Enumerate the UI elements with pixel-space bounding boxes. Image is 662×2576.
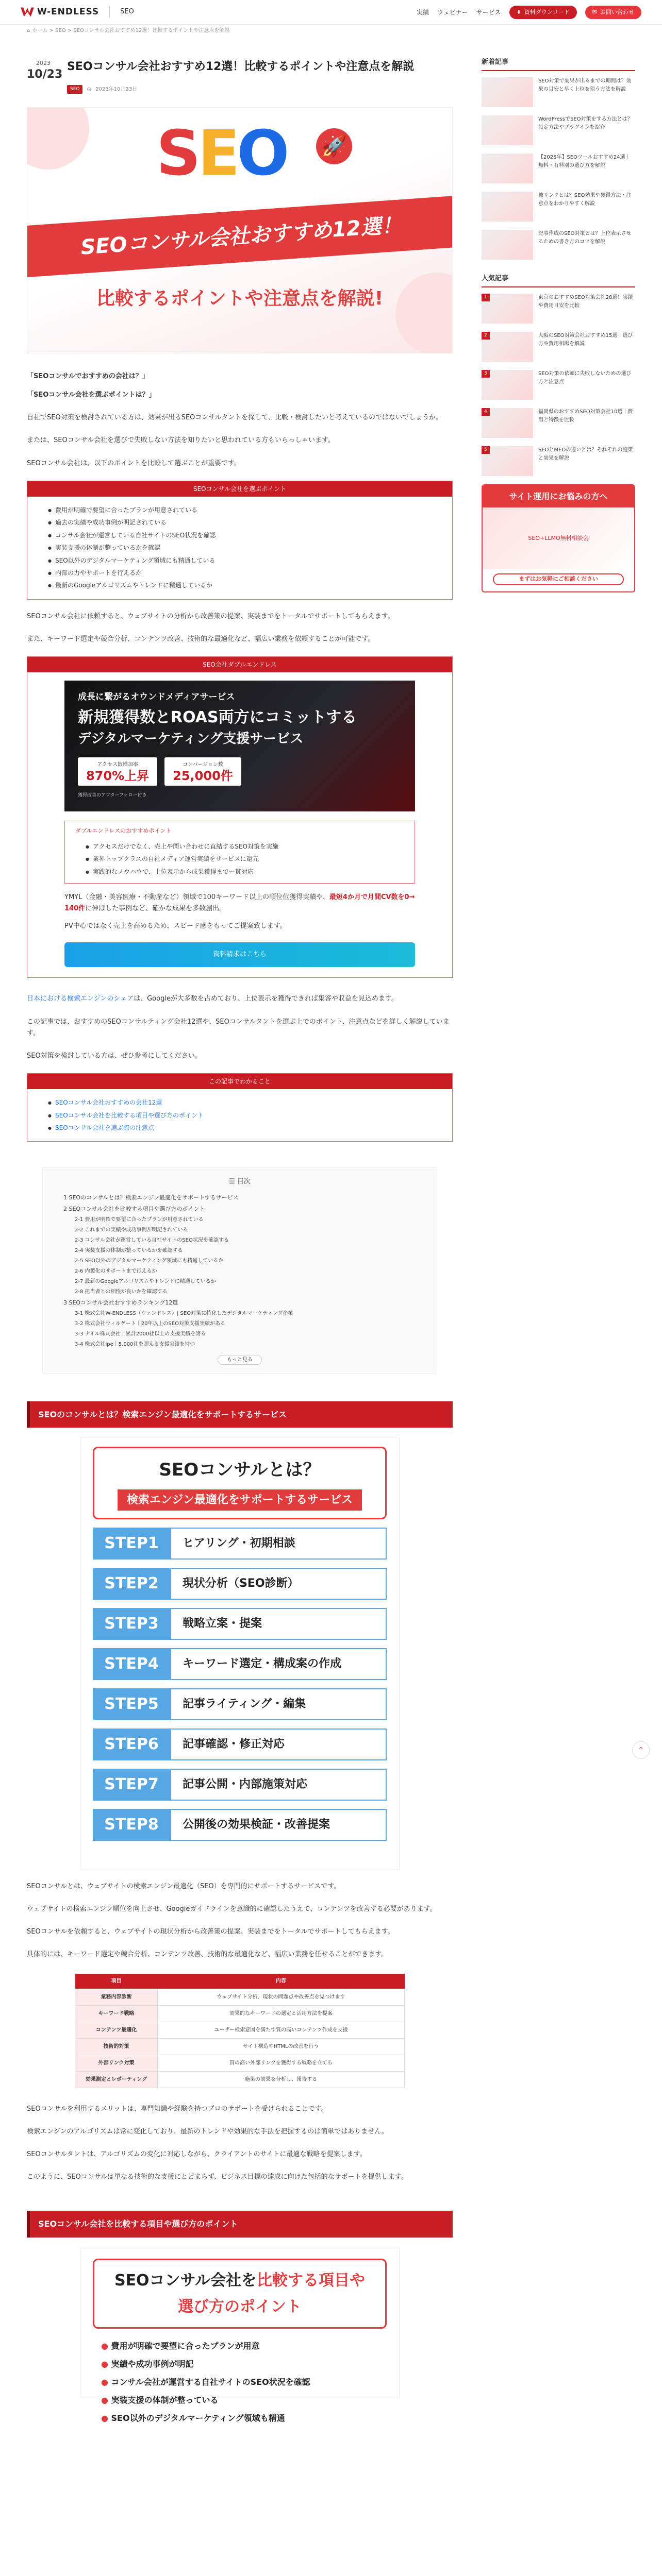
body-paragraph: この記事では、おすすめのSEOコンサルティング会社12選や、SEOコンサルタントを選ぶ上でのポイント、注意点などを詳しく解説しています。: [27, 1018, 450, 1037]
stat-value: 25,000件: [173, 768, 233, 783]
body-paragraph: SEO対策を検討している方は、ぜひ参考にしてください。: [27, 1052, 202, 1060]
rocket-icon: 🚀: [316, 128, 352, 164]
rank-badge: 2: [482, 332, 490, 340]
toc-item[interactable]: 2-5 SEO以外のデジタルマーケティング領域にも精通しているか: [75, 1258, 224, 1264]
ad-button[interactable]: まずはお気軽にご相談ください: [493, 573, 624, 585]
sidebar-ad[interactable]: [482, 484, 635, 592]
banner-line3: デジタルマーケティング支援サービス: [78, 731, 304, 747]
step-row: [93, 1608, 387, 1640]
body-paragraph: SEOコンサルを利用するメリットは、専門知識や経験を持つプロのサポートを受けられることです。: [27, 2105, 328, 2113]
sidebar-article-card[interactable]: [482, 446, 635, 476]
toc-more-button[interactable]: もっと見る: [218, 1355, 262, 1365]
eyecatch-seo-logo: SEO: [156, 118, 287, 190]
list-item: ● 費用が明確で要望に合ったプランが用意されている: [48, 504, 432, 516]
breadcrumb-text[interactable]: ホーム > SEO > SEOコンサル会社おすすめ12選！比較するポイントや注意点を解説: [32, 27, 230, 33]
promo-highlight: 最短4か月で月間CV数を0→ 140件: [64, 893, 415, 913]
list-item: ● SEO以外のデジタルマーケティング領域も精通: [101, 2409, 378, 2427]
step-row: [93, 1528, 387, 1560]
toc-item[interactable]: 2-3 コンサル会社が運営している自社サイトのSEO状況を確認する: [75, 1237, 229, 1243]
article-thumbnail[interactable]: [482, 408, 533, 438]
toc-item[interactable]: 2-8 担当者との相性が良いかを確認する: [75, 1289, 168, 1295]
infographic-subtitle: 検索エンジン最適化をサポートするサービス: [118, 1489, 362, 1511]
points-box: [27, 481, 453, 600]
intro-paragraph: SEOコンサル会社は、以下のポイントを比較して選ぶことが重要です。: [27, 459, 241, 467]
brand-name: W-ENDLESS: [37, 7, 100, 18]
site-header: [0, 0, 662, 25]
table-cell: ユーザー検索意図を満たす質の高いコンテンツ作成を支援: [158, 2022, 405, 2039]
stat-card: [78, 757, 157, 786]
table-cell: 質の高い外部リンクを獲得する戦略を立てる: [158, 2055, 405, 2072]
service-table: [75, 1974, 405, 2088]
table-of-contents: [42, 1167, 437, 1373]
promo-paragraph: [64, 892, 415, 914]
article-thumbnail[interactable]: [482, 154, 533, 183]
sidebar-article-card[interactable]: [482, 294, 635, 324]
sidebar-article-card[interactable]: [482, 192, 635, 222]
toc-title-text: 目次: [237, 1178, 251, 1186]
article-thumbnail[interactable]: [482, 370, 533, 400]
step-number: STEP3: [93, 1608, 170, 1640]
step-number: STEP5: [93, 1688, 170, 1720]
cta-button[interactable]: 資料請求はこちら: [64, 942, 415, 967]
step-label: 現状分析（SEO診断）: [170, 1568, 387, 1600]
learn-link-text[interactable]: SEOコンサル会社を比較する項目や選び方のポイント: [55, 1111, 204, 1119]
recommend-box: [64, 821, 415, 884]
intro-question: 「SEOコンサル会社を選ぶポイントは？」: [27, 391, 156, 399]
toc-title: [63, 1176, 416, 1188]
body-paragraph: ウェブサイトの検索エンジン順位を向上させ、Googleガイドラインを意識的に確認したうえで、コンテンツを改善する必要があります。: [27, 1905, 437, 1913]
site-logo[interactable]: [21, 5, 134, 20]
step-label: ヒアリング・初期相談: [170, 1528, 387, 1560]
body-paragraph: 具体的には、キーワード選定や競合分析、コンテンツ改善、技術的な最適化など、幅広い業務を任せることができます。: [27, 1950, 388, 1958]
step-label: キーワード選定・構成案の作成: [170, 1648, 387, 1680]
article-title-link[interactable]: 記事作成のSEO対策とは？上位表示させるための書き方のコツを解説: [538, 231, 632, 245]
stat-label: コンバージョン数: [183, 761, 223, 768]
rank-badge: 1: [482, 294, 490, 301]
sidebar-new-title: 新着記事: [482, 57, 635, 71]
intro-question: 「SEOコンサルでおすすめの会社は？」: [27, 372, 149, 381]
intro-paragraph: 自社でSEO対策を検討されている方は、効果が出るSEOコンサルタントを探して、比較・検討したいと考えているのではないでしょうか。: [27, 414, 442, 422]
body-paragraph: SEOコンサルを依頼すると、ウェブサイトの現状分析から改善策の提案、実装までをトータルでサポートしてもらえます。: [27, 1927, 394, 1936]
list-item: ● 実装支援の体制が整っているかを確認: [48, 541, 432, 554]
article-thumbnail[interactable]: [482, 192, 533, 222]
step-number: STEP4: [93, 1648, 170, 1680]
nav-item-results[interactable]: 実績: [417, 8, 429, 16]
body-paragraph: また、キーワード選定や競合分析、コンテンツ改善、技術的な最適化など、幅広い業務を依頼することが可能です。: [27, 635, 375, 643]
promo-box-title: SEO会社ダブルエンドレス: [27, 657, 452, 672]
article-title-link[interactable]: 被リンクとは？SEO効果や獲得方法・注意点をわかりやすく解説: [538, 193, 632, 207]
table-row: [75, 2072, 405, 2088]
category-badge[interactable]: SEO: [67, 85, 82, 94]
toc-item[interactable]: 3-3 ナイル株式会社｜累計2000社以上の支援実績を誇る: [75, 1331, 206, 1337]
title-part: SEOコンサル会社を: [114, 2271, 257, 2290]
sidebar-article-card[interactable]: [482, 154, 635, 183]
toc-item[interactable]: 1 SEOのコンサルとは？検索エンジン最適化をサポートするサービス: [63, 1194, 239, 1201]
brand-sub: SEO: [120, 8, 134, 16]
article-thumbnail[interactable]: [482, 446, 533, 476]
learn-link[interactable]: [48, 1096, 432, 1109]
post-monthday: 10/23: [27, 67, 63, 81]
promo-banner[interactable]: [64, 681, 415, 811]
sidebar-article-card[interactable]: [482, 77, 635, 107]
main-nav: [417, 0, 641, 25]
sidebar-article-card[interactable]: [482, 332, 635, 362]
toc-item[interactable]: 2-6 内製化のサポートまで行えるか: [75, 1268, 157, 1274]
step-label: 記事公開・内部施策対応: [170, 1769, 387, 1801]
article-title-link[interactable]: 大阪のSEO対策会社おすすめ15選｜選び方や費用相場を解説: [538, 333, 633, 347]
article-thumbnail[interactable]: [482, 332, 533, 362]
table-header: 項目: [75, 1974, 158, 1989]
toc-item[interactable]: 2-7 最新のGoogleアルゴリズムやトレンドに精通しているか: [75, 1278, 216, 1284]
table-cell: 効果的なキーワードの選定と活用方法を提案: [158, 2006, 405, 2022]
share-link[interactable]: 日本における検索エンジンのシェア: [27, 995, 134, 1003]
promo-box: [27, 656, 453, 978]
table-row: [75, 1989, 405, 2006]
breadcrumb: [0, 25, 662, 36]
learn-box: [27, 1073, 453, 1142]
step-row: [93, 1648, 387, 1680]
sidebar-article-card[interactable]: [482, 370, 635, 400]
stat-label: アクセス数増加率: [97, 761, 138, 768]
learn-link[interactable]: [48, 1122, 432, 1134]
contact-button[interactable]: [585, 6, 641, 19]
learn-box-title: この記事でわかること: [27, 1074, 452, 1089]
article-title-link[interactable]: WordPressでSEO対策をする方法とは？設定方法やプラグインを紹介: [538, 116, 633, 130]
learn-link[interactable]: [48, 1109, 432, 1122]
logo-mark-icon: [21, 7, 34, 16]
body-paragraph: このように、SEOコンサルは単なる技術的な支援にとどまらず、ビジネス目標の達成に向けた包括的なサポートを提供します。: [27, 2173, 408, 2181]
table-row: [75, 2022, 405, 2039]
ad-title: サイト運用にお悩みの方へ: [483, 485, 634, 507]
article-title-link[interactable]: 福岡県のおすすめSEO対策会社10選｜費用と特徴を比較: [538, 409, 633, 423]
chevron-up-icon: ⌃: [638, 1746, 644, 1754]
eyecatch-band: SEOコンサル会社おすすめ12選！: [27, 195, 453, 278]
body-paragraph: SEOコンサル会社に依頼すると、ウェブサイトの分析から改善策の提案、実装までをトータルでサポートしてもらえます。: [27, 612, 394, 620]
article-thumbnail[interactable]: [482, 230, 533, 260]
sidebar-article-card[interactable]: [482, 230, 635, 260]
body-paragraph: SEOコンサルタントは、アルゴリズムの変化に対応しながら、クライアントのサイトに最適な戦略を提案します。: [27, 2150, 367, 2159]
step-number: STEP1: [93, 1528, 170, 1560]
step-row: [93, 1809, 387, 1841]
table-row: [75, 2006, 405, 2022]
table-cell: 技術的対策: [75, 2039, 158, 2055]
table-row: [75, 2055, 405, 2072]
article-title-link[interactable]: SEO対策で効果が出るまでの期間は？効果の目安と早く上位を狙う方法を解説: [538, 78, 632, 92]
banner-line1: 成長に繋がるオウンドメディアサービス: [78, 692, 235, 703]
title-part: 選び方のポイント: [178, 2297, 302, 2316]
decor-circle: [27, 107, 89, 170]
back-to-top-button[interactable]: [632, 1741, 650, 1759]
list-icon: ☰: [229, 1178, 237, 1186]
step-number: STEP8: [93, 1809, 170, 1841]
rank-badge: 5: [482, 446, 490, 454]
list-item: ● 実装支援の体制が整っている: [101, 2391, 378, 2409]
ad-sub: SEO+LLMO無料相談会: [483, 507, 634, 569]
step-label: 戦略立案・提案: [170, 1608, 387, 1640]
list-item: ● コンサル会社が運営する自社サイトのSEO状況を確認: [101, 2373, 378, 2391]
sidebar-popular-title: 人気記事: [482, 273, 635, 287]
points-infographic-title: [93, 2259, 387, 2329]
promo-text: に伸ばした事例など、確かな成果を多数創出。: [85, 905, 226, 913]
table-cell: キーワード戦略: [75, 2006, 158, 2022]
step-label: 記事ライティング・編集: [170, 1688, 387, 1720]
list-item: ● 実践的なノウハウで、上位表示から成果獲得まで一貫対応: [86, 866, 404, 878]
stat-card: [164, 757, 241, 786]
learn-link-text[interactable]: SEOコンサル会社を選ぶ際の注意点: [55, 1124, 155, 1132]
table-cell: 外部リンク対策: [75, 2055, 158, 2072]
home-icon: ⌂: [27, 27, 30, 33]
table-row: [75, 2039, 405, 2055]
table-cell: ウェブサイト分析、現状の問題点や改善点を見つけます: [158, 1989, 405, 2006]
promo-paragraph: PV中心ではなく売上を高めるため、スピード感をもってご提案致します。: [64, 922, 287, 930]
article-title-link[interactable]: 東京のおすすめSEO対策会社28選！実績や費用目安を比較: [538, 295, 633, 309]
step-number: STEP2: [93, 1568, 170, 1600]
article-title-link[interactable]: SEOとMEOの違いとは？それぞれの施策と効果を解説: [538, 447, 633, 461]
sidebar-article-card[interactable]: [482, 115, 635, 145]
table-header: 内容: [158, 1974, 405, 1989]
rank-badge: 4: [482, 408, 490, 416]
step-number: STEP6: [93, 1728, 170, 1760]
toc-item[interactable]: 2 SEOコンサル会社を比較する項目や選び方のポイント: [63, 1205, 205, 1212]
article-title-link[interactable]: SEO対策の依頼に失敗しないための選び方と注意点: [538, 371, 632, 385]
step-row: [93, 1728, 387, 1760]
contact-button-label: お問い合わせ: [600, 8, 634, 15]
list-item: ● 内部の力やサポートを行えるか: [48, 567, 432, 579]
points-infographic: [80, 2248, 400, 2424]
clock-icon: ◷: [87, 87, 92, 93]
post-date: [27, 59, 63, 81]
post-year: 2023: [36, 60, 51, 66]
article-thumbnail[interactable]: [482, 115, 533, 145]
page-title: SEOコンサル会社おすすめ12選！比較するポイントや注意点を解説: [67, 60, 415, 73]
body-paragraph: SEOコンサルとは、ウェブサイトの検索エンジン最適化（SEO）を専門的にサポートするサービスです。: [27, 1882, 341, 1890]
list-item: ● 実績や成功事例が明記: [101, 2355, 378, 2373]
list-item: ● コンサル会社が運営している自社サイトのSEO状況を確認: [48, 529, 432, 541]
table-cell: 業務内容診断: [75, 1989, 158, 2006]
learn-link-text[interactable]: SEOコンサル会社おすすめの会社12選: [55, 1099, 162, 1107]
list-item: ● 最新のGoogleアルゴリズムやトレンドに精通しているか: [48, 579, 432, 591]
list-item: ● 業界トップクラスの自社メディア運営実績をサービスに還元: [86, 853, 404, 865]
nav-item-service[interactable]: サービス: [476, 8, 501, 16]
download-icon: ⬇: [516, 8, 521, 15]
recommend-title: ダブルエンドレスのおすすめポイント: [75, 827, 172, 835]
step-row: [93, 1688, 387, 1720]
toc-item[interactable]: 3-2 株式会社ウィルゲート｜20年以上のSEO対策支援実績がある: [75, 1320, 225, 1327]
title-part: 比較する項目や: [257, 2271, 366, 2290]
eyecatch-sub: 比較するポイントや注意点を解説!: [96, 288, 384, 310]
toc-item[interactable]: 3-1 株式会社W-ENDLESS（ウェンドレス）| SEO対策に特化したデジタルマーケティング企業: [75, 1310, 293, 1316]
toc-item[interactable]: 3-4 株式会社ipe｜5,000社を超える支援実績を持つ: [75, 1341, 195, 1347]
step-row: [93, 1568, 387, 1600]
promo-text: YMYL（金融・美容医療・不動産など）領域で100キーワード以上の順位位獲得実績や、: [64, 893, 329, 902]
body-text: は、Googleが大多数を占めており、上位表示を獲得できれば集客や収益を見込めます。: [134, 995, 398, 1003]
updated-date: 2023年10月23日: [95, 87, 138, 93]
logo-divider: [109, 6, 110, 18]
body-paragraph: 検索エンジンのアルゴリズムは常に変化しており、最新のトレンドや効果的な手法を把握するのは簡単ではありません。: [27, 2128, 389, 2136]
download-button-label: 資料ダウンロード: [524, 8, 570, 15]
table-cell: 施策の効果を分析し、報告する: [158, 2072, 405, 2088]
section-heading: SEOのコンサルとは？検索エンジン最適化をサポートするサービス: [27, 1401, 453, 1428]
steps-infographic: [80, 1437, 400, 1870]
banner-line2: 新規獲得数とROAS両方にコミットする: [78, 708, 357, 727]
sidebar: [482, 57, 635, 592]
table-cell: コンテンツ最適化: [75, 2022, 158, 2039]
list-item: ● 過去の実績や成功事例が明記されている: [48, 516, 432, 529]
toc-item[interactable]: 2-2 これまでの実績や成功事例が明記されている: [75, 1227, 188, 1233]
section-heading: SEOコンサル会社を比較する項目や選び方のポイント: [27, 2211, 453, 2237]
toc-item[interactable]: 2-4 実装支援の体制が整っているかを確認する: [75, 1247, 183, 1253]
stat-value: 870%上昇: [86, 768, 150, 783]
points-box-title: SEOコンサル会社を選ぶポイント: [27, 481, 452, 497]
banner-note: 獲得改善のアフターフォロー付き: [78, 793, 147, 799]
rank-badge: 3: [482, 370, 490, 378]
step-row: [93, 1769, 387, 1801]
intro-paragraph: または、SEOコンサル会社を選びで失敗しない方法を知りたいと思われている方もいらっしゃいます。: [27, 436, 335, 445]
list-item: ● SEO以外のデジタルマーケティング領域にも精通している: [48, 554, 432, 567]
step-label: 公開後の効果検証・改善提案: [170, 1809, 387, 1841]
eyecatch-image: [27, 107, 453, 353]
table-cell: サイト構造やHTMLの改善を行う: [158, 2039, 405, 2055]
mail-icon: ✉: [592, 8, 597, 15]
list-item: ● アクセスだけでなく、売上や問い合わせに直結するSEO対策を実施: [86, 840, 404, 853]
article-thumbnail[interactable]: [482, 294, 533, 324]
nav-item-webinar[interactable]: ウェビナー: [437, 8, 468, 16]
toc-item[interactable]: 3 SEOコンサル会社おすすめランキング12選: [63, 1299, 178, 1306]
list-item: ● 費用が明確で要望に合ったプランが用意: [101, 2337, 378, 2355]
sidebar-article-card[interactable]: [482, 408, 635, 438]
step-label: 記事確認・修正対応: [170, 1728, 387, 1760]
toc-item[interactable]: 2-1 費用が明確で要望に合ったプランが用意されている: [75, 1216, 204, 1223]
article: [27, 46, 453, 2424]
download-button[interactable]: [509, 6, 577, 19]
step-number: STEP7: [93, 1769, 170, 1801]
article-thumbnail[interactable]: [482, 77, 533, 107]
table-cell: 効果測定とレポーティング: [75, 2072, 158, 2088]
body-paragraph: [27, 993, 453, 1005]
article-title-link[interactable]: 【2025年】SEOツールおすすめ24選｜無料・有料別の選び方を解説: [538, 155, 631, 168]
infographic-title: SEOコンサルとは？: [159, 1459, 321, 1480]
